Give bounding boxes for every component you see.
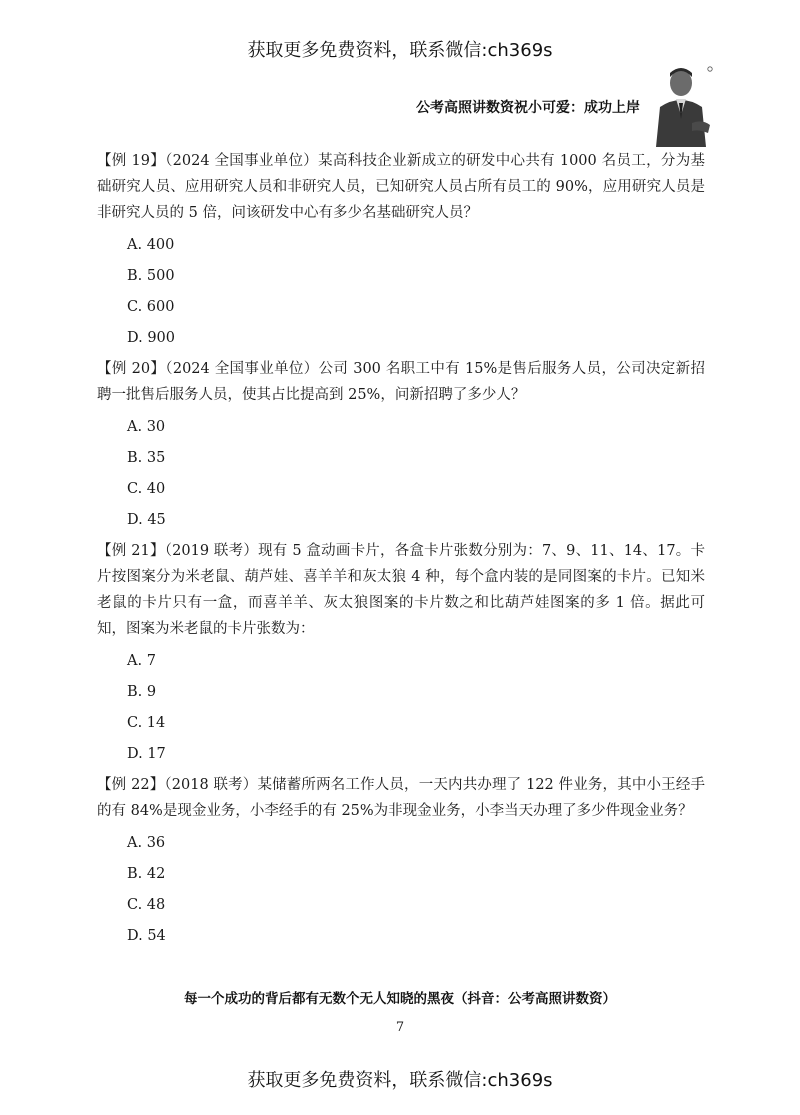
answer-option: B. 42 (127, 866, 166, 882)
question-block (97, 538, 705, 767)
answer-option: D. 900 (127, 330, 176, 346)
answer-option: A. 36 (127, 835, 166, 851)
question-label: 【例 22】 (97, 777, 165, 793)
question-label: 【例 19】 (97, 153, 166, 169)
top-banner: 获取更多免费资料，联系微信:ch369s (247, 40, 553, 61)
answer-option: C. 40 (127, 481, 166, 497)
question-list (97, 148, 705, 954)
question-text (97, 148, 705, 226)
answer-option: A. 7 (127, 653, 156, 669)
question-block (97, 148, 705, 351)
page-number: 7 (395, 1020, 405, 1035)
question-body: （2019 联考）现有 5 盒动画卡片，各盒卡片张数分别为：7、9、11、14、17。卡片按图案分为米老鼠、葫芦娃、喜羊羊和灰太狼 4 种，每个盒内装的是同图案的卡片。已知米老鼠的卡片只有一盒，而喜羊羊、灰太狼图案的卡片数之和比葫芦娃图案的多 1 倍。据此可知，图案为米老鼠的卡片张数为： (97, 543, 705, 637)
question-block (97, 356, 705, 533)
header-slogan: 公考高照讲数资祝小可爱：成功上岸 (416, 100, 640, 116)
answer-option: C. 600 (127, 299, 175, 315)
answer-option: B. 35 (127, 450, 166, 466)
answer-option: D. 45 (127, 512, 166, 528)
question-body: （2024 全国事业单位）公司 300 名职工中有 15%是售后服务人员，公司决定新招聘一批售后服务人员，使其占比提高到 25%，问新招聘了多少人？ (97, 361, 705, 403)
question-text (97, 356, 705, 408)
question-label: 【例 21】 (97, 543, 165, 559)
bottom-banner: 获取更多免费资料，联系微信:ch369s (247, 1070, 553, 1091)
answer-option: D. 54 (127, 928, 166, 944)
answer-option: C. 48 (127, 897, 166, 913)
answer-option: A. 400 (127, 237, 175, 253)
author-photo (648, 63, 714, 147)
question-text (97, 772, 705, 824)
question-body: （2024 全国事业单位）某高科技企业新成立的研发中心共有 1000 名员工，分为基础研究人员、应用研究人员和非研究人员，已知研究人员占所有员工的 90%，应用研究人员是非研究人员的 5 倍，问该研发中心有多少名基础研究人员？ (97, 153, 705, 221)
answer-option: A. 30 (127, 419, 166, 435)
footer-slogan: 每一个成功的背后都有无数个无人知晓的黑夜（抖音：公考高照讲数资） (184, 991, 616, 1007)
question-text (97, 538, 705, 642)
question-block (97, 772, 705, 949)
question-label: 【例 20】 (97, 361, 166, 377)
answer-option: C. 14 (127, 715, 166, 731)
answer-option: B. 9 (127, 684, 157, 700)
answer-option: B. 500 (127, 268, 175, 284)
answer-option: D. 17 (127, 746, 166, 762)
question-body: （2018 联考）某储蓄所两名工作人员，一天内共办理了 122 件业务，其中小王经手的有 84%是现金业务，小李经手的有 25%为非现金业务，小李当天办理了多少件现金业务？ (97, 777, 706, 819)
